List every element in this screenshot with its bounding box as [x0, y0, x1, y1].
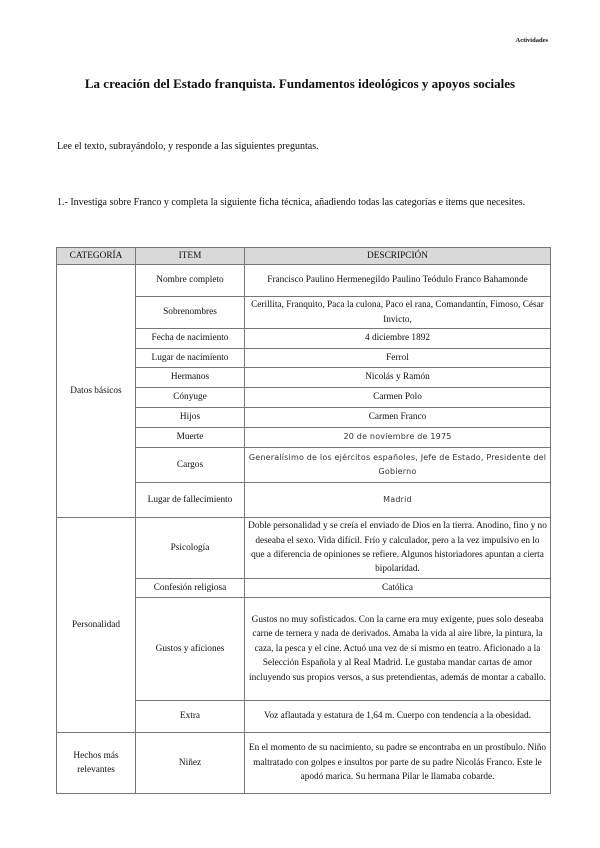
- header-item: ITEM: [136, 248, 245, 265]
- table-row: [57, 518, 551, 579]
- header-tag: Actividades: [515, 37, 548, 44]
- question-1: 1.- Investiga sobre Franco y completa la siguiente ficha técnica, añadiendo todas las categorías e ítems que necesites.: [57, 197, 526, 208]
- item-cell: Hijos: [136, 408, 245, 428]
- item-cell: Confesión religiosa: [136, 579, 245, 598]
- instruction-text: Lee el texto, subrayándolo, y responde a las siguientes preguntas.: [57, 141, 319, 152]
- category-hechos: Hechos más relevantes: [57, 733, 136, 794]
- desc-cell: 20 de noviembre de 1975: [245, 428, 551, 448]
- item-cell: Niñez: [136, 733, 245, 794]
- desc-cell: Carmen Polo: [245, 388, 551, 408]
- desc-cell: Voz aflautada y estatura de 1,64 m. Cuerpo con tendencia a la obesidad.: [245, 701, 551, 733]
- header-descripcion: DESCRIPCIÓN: [245, 248, 551, 265]
- desc-cell: Madrid: [245, 483, 551, 518]
- category-personalidad: Personalidad: [57, 518, 136, 733]
- item-cell: Fecha de nacimiento: [136, 329, 245, 349]
- item-cell: Sobrenombres: [136, 297, 245, 329]
- table-row: [57, 733, 551, 794]
- item-cell: Lugar de nacimiento: [136, 349, 245, 368]
- desc-cell: Católica: [245, 579, 551, 598]
- desc-cell: Carmen Franco: [245, 408, 551, 428]
- item-cell: Cargos: [136, 448, 245, 483]
- page-title: La creación del Estado franquista. Fundamentos ideológicos y apoyos sociales: [84, 76, 516, 91]
- desc-cell: Gustos no muy sofisticados. Con la carne era muy exigente, pues solo deseaba carne de ternera y nada de derivados. Amaba la vida al aire libre, la pintura, la caza, la pesca y el cine. Actuó una vez de sí mismo en teatro. Aficionado a la Selección Española y al Real Madrid. Le gustaba mandar cartas de amor incluyendo sus propios versos, a sus pretendientas, además de montar a caballo.: [245, 598, 551, 701]
- desc-cell: Ferrol: [245, 349, 551, 368]
- desc-cell: Nicolás y Ramón: [245, 368, 551, 388]
- item-cell: Hermanos: [136, 368, 245, 388]
- item-cell: Cónyuge: [136, 388, 245, 408]
- header-categoria: CATEGORÍA: [57, 248, 136, 265]
- desc-cell: Cerillita, Franquito, Paca la culona, Paco el rana, Comandantín, Fimoso, César Invicto,: [245, 297, 551, 329]
- item-cell: Extra: [136, 701, 245, 733]
- table-header-row: [57, 248, 551, 265]
- desc-cell: Francisco Paulino Hermenegildo Paulino Teódulo Franco Bahamonde: [245, 265, 551, 297]
- ficha-table: [56, 247, 551, 794]
- category-datos-basicos: Datos básicos: [57, 265, 136, 518]
- desc-cell: En el momento de su nacimiento, su padre se encontraba en un prostíbulo. Niño maltratado con golpes e insultos por parte de su padre Nicolás Franco. Este le apodó marica. Su hermana Pilar le llamaba cobarde.: [245, 733, 551, 794]
- item-cell: Gustos y aficiones: [136, 598, 245, 701]
- desc-cell: 4 diciembre 1892: [245, 329, 551, 349]
- item-cell: Lugar de fallecimiento: [136, 483, 245, 518]
- item-cell: Psicología: [136, 518, 245, 579]
- table-row: [57, 265, 551, 297]
- item-cell: Muerte: [136, 428, 245, 448]
- desc-cell: Generalísimo de los ejércitos españoles, Jefe de Estado, Presidente del Gobierno: [245, 448, 551, 483]
- item-cell: Nombre completo: [136, 265, 245, 297]
- desc-cell: Doble personalidad y se creía el enviado de Dios en la tierra. Anodino, fino y no deseaba el sexo. Vida difícil. Frío y calculador, pero a la vez impulsivo en lo que a diferencia de opiniones se refiere. Algunos historiadores apuntan a cierta bipolaridad.: [245, 518, 551, 579]
